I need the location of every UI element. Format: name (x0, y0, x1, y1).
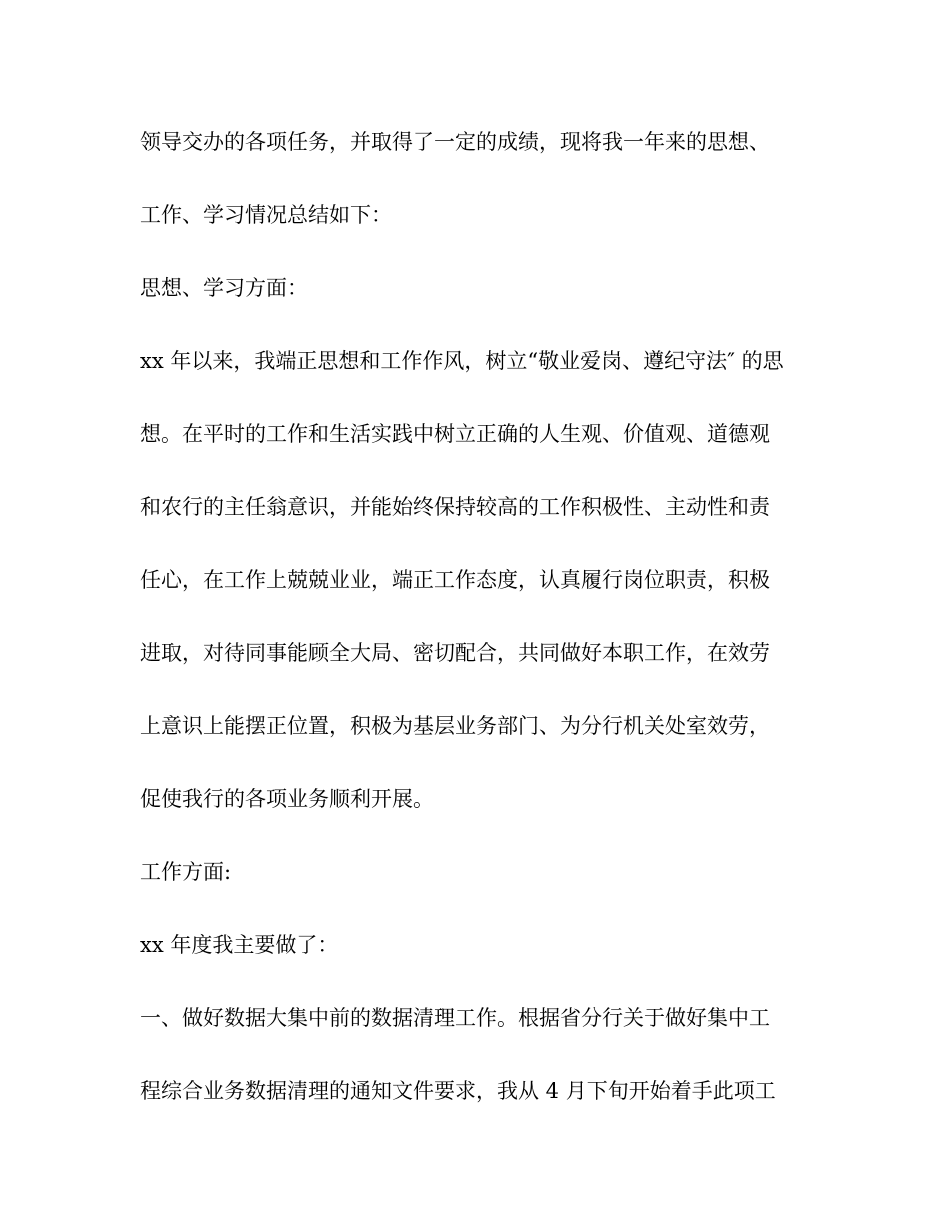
body-text-line: 工作、学习情况总结如下： (140, 203, 392, 227)
section-heading: 工作方面: (140, 860, 232, 884)
body-text-line: xx 年以来，我端正思想和工作作风，树立“敬业爱岗、遵纪守法″ 的思 (140, 349, 784, 373)
body-text-line: 任心，在工作上兢兢业业，端正工作态度，认真履行岗位职责，积极 (140, 568, 770, 592)
body-text-line: 和农行的主任翁意识，并能始终保持较高的工作积极性、主动性和责 (140, 495, 770, 519)
body-text-line: 想。在平时的工作和生活实践中树立正确的人生观、价值观、道德观 (140, 422, 770, 446)
body-text-line: 促使我行的各项业务顺利开展。 (140, 787, 434, 811)
body-text-line: 一、做好数据大集中前的数据清理工作。根据省分行关于做好集中工 (140, 1006, 770, 1030)
body-text-line: 程综合业务数据清理的通知文件要求，我从 4 月下旬开始着手此项工 (140, 1079, 776, 1103)
body-text-line: 进取，对待同事能顾全大局、密切配合，共同做好本职工作，在效劳 (140, 641, 770, 665)
body-text-line: 上意识上能摆正位置，积极为基层业务部门、为分行机关处室效劳， (140, 714, 770, 738)
body-text-line: 领导交办的各项任务，并取得了一定的成绩，现将我一年来的思想、 (140, 130, 770, 154)
section-heading: 思想、学习方面： (140, 276, 308, 300)
body-text-line: xx 年度我主要做了： (140, 933, 339, 957)
